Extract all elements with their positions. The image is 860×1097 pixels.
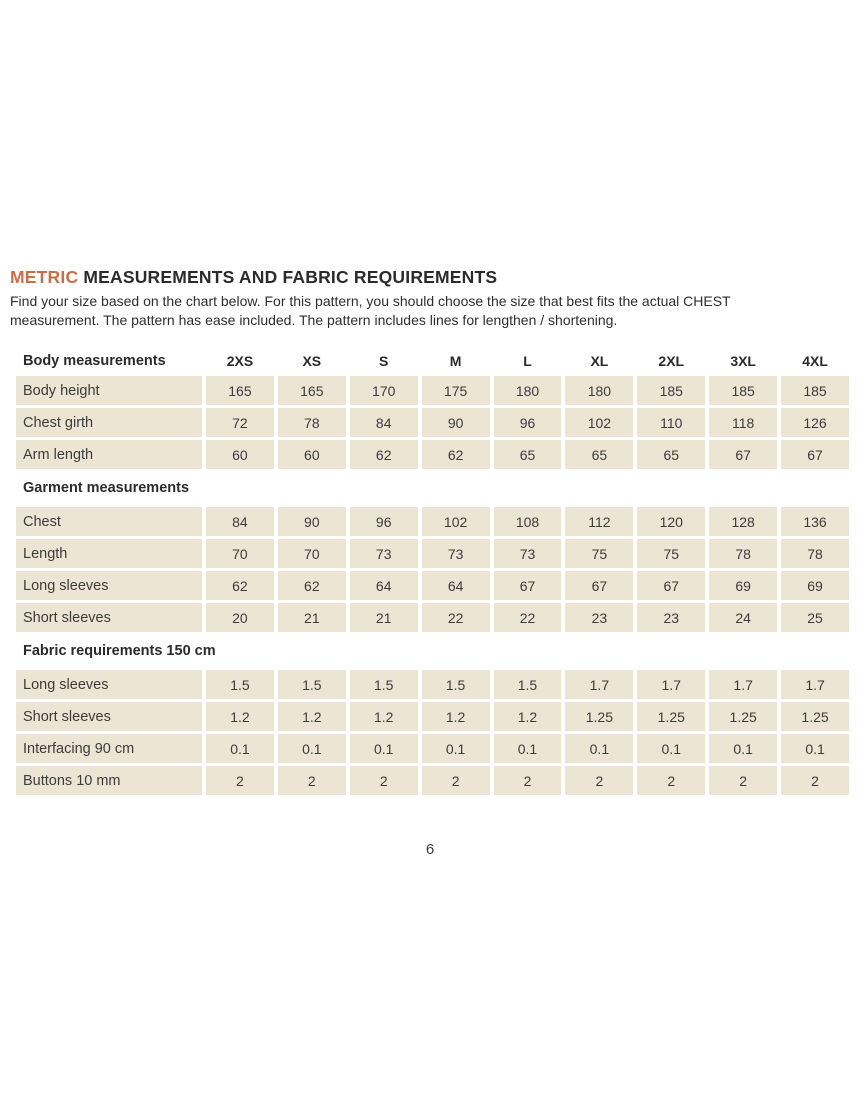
cell-value: 110 [637, 408, 705, 437]
table-row [16, 408, 849, 437]
cell-value: 1.7 [709, 670, 777, 699]
cell-value: 2 [709, 766, 777, 795]
section-header: Fabric requirements 150 cm [23, 643, 216, 659]
size-column-header: S [379, 352, 389, 369]
cell-value: 73 [422, 539, 490, 568]
cell-value: 1.5 [278, 670, 346, 699]
cell-value: 25 [781, 603, 849, 632]
cell-value: 64 [350, 571, 418, 600]
cell-value: 1.2 [494, 702, 562, 731]
cell-value: 1.7 [781, 670, 849, 699]
cell-value: 165 [278, 376, 346, 405]
cell-value: 1.5 [206, 670, 274, 699]
cell-value: 67 [709, 440, 777, 469]
cell-value: 0.1 [637, 734, 705, 763]
cell-value: 62 [422, 440, 490, 469]
cell-value: 2 [494, 766, 562, 795]
row-label: Body height [16, 376, 202, 405]
page-content [10, 267, 850, 858]
cell-value: 1.7 [565, 670, 633, 699]
cell-value: 90 [278, 507, 346, 536]
table-row [16, 734, 849, 763]
row-label: Length [16, 539, 202, 568]
cell-value: 180 [565, 376, 633, 405]
cell-value: 2 [781, 766, 849, 795]
cell-value: 0.1 [422, 734, 490, 763]
cell-value: 70 [278, 539, 346, 568]
cell-value: 22 [422, 603, 490, 632]
row-label: Long sleeves [16, 571, 202, 600]
size-column-header: XL [590, 352, 609, 369]
size-column-header: XS [302, 352, 322, 369]
column-header-label: Body measurements [23, 352, 166, 369]
cell-value: 78 [278, 408, 346, 437]
row-label: Long sleeves [16, 670, 202, 699]
cell-value: 136 [781, 507, 849, 536]
cell-value: 1.25 [781, 702, 849, 731]
cell-value: 21 [278, 603, 346, 632]
cell-value: 1.5 [350, 670, 418, 699]
page-number: 6 [425, 841, 435, 858]
cell-value: 2 [350, 766, 418, 795]
cell-value: 1.7 [637, 670, 705, 699]
cell-value: 118 [709, 408, 777, 437]
table-row [16, 603, 849, 632]
cell-value: 2 [565, 766, 633, 795]
row-label: Chest [16, 507, 202, 536]
cell-value: 0.1 [494, 734, 562, 763]
cell-value: 0.1 [565, 734, 633, 763]
table-row [16, 571, 849, 600]
cell-value: 90 [422, 408, 490, 437]
cell-value: 67 [637, 571, 705, 600]
size-table [16, 348, 849, 795]
table-row [16, 766, 849, 795]
table-row [16, 507, 849, 536]
cell-value: 0.1 [709, 734, 777, 763]
row-label: Interfacing 90 cm [16, 734, 202, 763]
cell-value: 96 [494, 408, 562, 437]
cell-value: 75 [637, 539, 705, 568]
cell-value: 96 [350, 507, 418, 536]
cell-value: 62 [278, 571, 346, 600]
table-row [16, 702, 849, 731]
cell-value: 108 [494, 507, 562, 536]
cell-value: 65 [565, 440, 633, 469]
cell-value: 185 [781, 376, 849, 405]
cell-value: 23 [565, 603, 633, 632]
cell-value: 84 [350, 408, 418, 437]
cell-value: 175 [422, 376, 490, 405]
table-row [16, 670, 849, 699]
cell-value: 112 [565, 507, 633, 536]
cell-value: 65 [494, 440, 562, 469]
cell-value: 2 [278, 766, 346, 795]
title-accent: METRIC [10, 267, 79, 287]
cell-value: 0.1 [781, 734, 849, 763]
cell-value: 69 [781, 571, 849, 600]
table-row [16, 376, 849, 405]
cell-value: 75 [565, 539, 633, 568]
size-column-header: L [523, 352, 532, 369]
cell-value: 1.5 [422, 670, 490, 699]
cell-value: 22 [494, 603, 562, 632]
cell-value: 1.2 [206, 702, 274, 731]
cell-value: 1.25 [637, 702, 705, 731]
cell-value: 170 [350, 376, 418, 405]
size-column-header: 2XL [658, 352, 685, 369]
cell-value: 1.5 [494, 670, 562, 699]
cell-value: 1.2 [350, 702, 418, 731]
cell-value: 1.25 [709, 702, 777, 731]
cell-value: 67 [494, 571, 562, 600]
cell-value: 126 [781, 408, 849, 437]
cell-value: 60 [278, 440, 346, 469]
cell-value: 24 [709, 603, 777, 632]
row-label: Short sleeves [16, 702, 202, 731]
title-rest: MEASUREMENTS AND FABRIC REQUIREMENTS [83, 267, 498, 287]
row-label: Buttons 10 mm [16, 766, 202, 795]
table-header-row [16, 348, 849, 373]
size-column-header: 4XL [802, 352, 828, 369]
page-title [10, 267, 850, 287]
cell-value: 1.25 [565, 702, 633, 731]
cell-value: 69 [709, 571, 777, 600]
cell-value: 1.2 [278, 702, 346, 731]
cell-value: 120 [637, 507, 705, 536]
cell-value: 65 [637, 440, 705, 469]
cell-value: 20 [206, 603, 274, 632]
cell-value: 102 [422, 507, 490, 536]
cell-value: 2 [206, 766, 274, 795]
cell-value: 84 [206, 507, 274, 536]
cell-value: 21 [350, 603, 418, 632]
row-label: Short sleeves [16, 603, 202, 632]
cell-value: 78 [781, 539, 849, 568]
size-column-header: 2XS [226, 352, 254, 369]
cell-value: 2 [637, 766, 705, 795]
section-header: Garment measurements [23, 480, 190, 496]
cell-value: 72 [206, 408, 274, 437]
intro-line: Find your size based on the chart below. For this pattern, you should choose the size that best fits the actual CHEST [10, 293, 731, 309]
cell-value: 60 [206, 440, 274, 469]
intro-line: measurement. The pattern has ease included. The pattern includes lines for lengthen / shortening. [10, 311, 618, 328]
cell-value: 70 [206, 539, 274, 568]
intro-text [10, 292, 850, 329]
table-row [16, 440, 849, 469]
cell-value: 73 [494, 539, 562, 568]
size-column-header: M [449, 352, 462, 369]
cell-value: 0.1 [206, 734, 274, 763]
cell-value: 180 [494, 376, 562, 405]
cell-value: 1.2 [422, 702, 490, 731]
cell-value: 0.1 [350, 734, 418, 763]
cell-value: 64 [422, 571, 490, 600]
cell-value: 185 [709, 376, 777, 405]
cell-value: 102 [565, 408, 633, 437]
cell-value: 2 [422, 766, 490, 795]
cell-value: 23 [637, 603, 705, 632]
cell-value: 185 [637, 376, 705, 405]
cell-value: 78 [709, 539, 777, 568]
cell-value: 128 [709, 507, 777, 536]
row-label: Arm length [16, 440, 202, 469]
cell-value: 0.1 [278, 734, 346, 763]
cell-value: 62 [350, 440, 418, 469]
row-label: Chest girth [16, 408, 202, 437]
cell-value: 67 [565, 571, 633, 600]
table-row [16, 539, 849, 568]
cell-value: 165 [206, 376, 274, 405]
cell-value: 67 [781, 440, 849, 469]
size-column-header: 3XL [730, 352, 756, 369]
cell-value: 62 [206, 571, 274, 600]
cell-value: 73 [350, 539, 418, 568]
